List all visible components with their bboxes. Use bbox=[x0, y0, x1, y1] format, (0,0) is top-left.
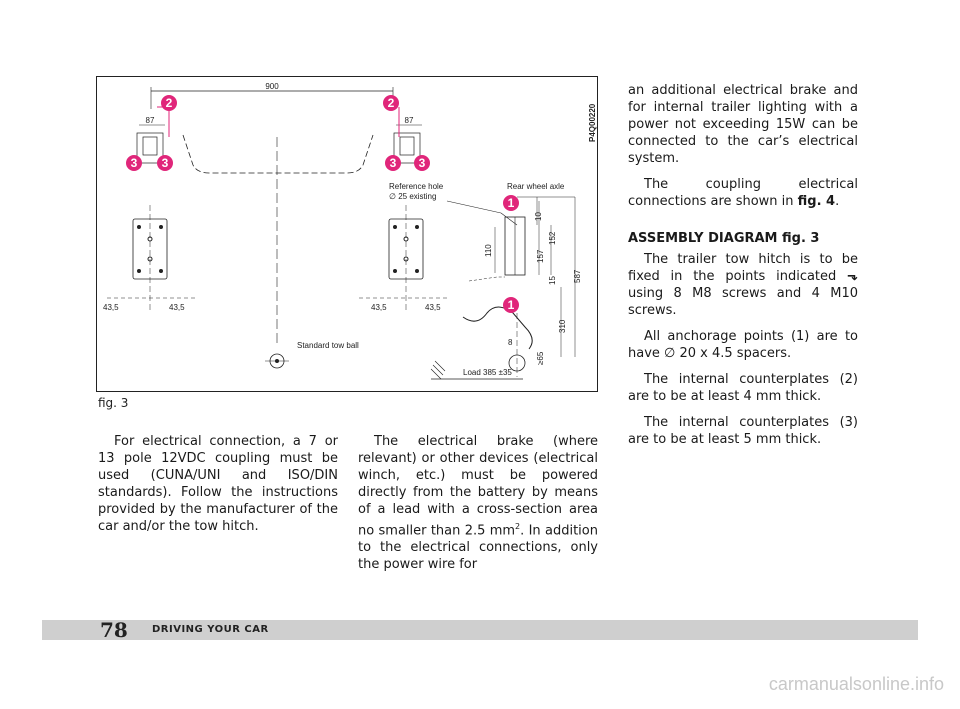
dim-110: 110 bbox=[484, 244, 493, 257]
paragraph: The internal counterplates (3) are to be at least 5 mm thick. bbox=[628, 415, 858, 447]
dim-43-5-a: 43,5 bbox=[103, 303, 119, 312]
dim-8: 8 bbox=[508, 338, 513, 347]
badge-3-b bbox=[157, 155, 173, 171]
paragraph: The trailer tow hitch is to be fixed in the points indicated ⬎ using 8 M8 screws and 4 M10 screws. bbox=[628, 252, 858, 318]
dim-65: ≥65 bbox=[536, 351, 545, 365]
section-heading: ASSEMBLY DIAGRAM fig. 3 bbox=[628, 231, 820, 246]
rear-axle-label: Rear wheel axle bbox=[507, 182, 565, 191]
dim-10: 10 bbox=[534, 212, 543, 221]
badge-1-top bbox=[503, 195, 519, 211]
page-footer bbox=[42, 620, 918, 640]
badge-3-c bbox=[385, 155, 401, 171]
paragraph: The coupling electrical connections are shown in fig. 4. bbox=[628, 177, 858, 209]
svg-text:3: 3 bbox=[418, 156, 426, 170]
badge-2-right bbox=[383, 95, 399, 111]
dim-15: 15 bbox=[548, 276, 557, 285]
dim-43-5-d: 43,5 bbox=[425, 303, 441, 312]
svg-text:P4Q00220: P4Q00220 bbox=[588, 103, 597, 142]
anchor-point-symbol: ⬎ bbox=[847, 269, 858, 284]
ref-hole-label-2: ∅ 25 existing bbox=[389, 192, 437, 201]
assembly-diagram bbox=[97, 77, 597, 391]
badge-3-a bbox=[126, 155, 142, 171]
paragraph: For electrical connection, a 7 or 13 pole 12VDC coupling must be used (CUNA/UNI and ISO/DIN standards). Follow the instructions provided by the manufacturer of the car and/or the tow hitch. bbox=[98, 434, 338, 534]
figure-caption: fig. 3 bbox=[98, 396, 129, 410]
badge-3-d bbox=[414, 155, 430, 171]
load-label: Load 385 ±35 bbox=[463, 368, 512, 377]
section-title: DRIVING YOUR CAR bbox=[152, 624, 269, 635]
ref-hole-label-1: Reference hole bbox=[389, 182, 444, 191]
dim-900: 900 bbox=[265, 82, 279, 91]
paragraph: an additional electrical brake and for internal trailer lighting with a power not exceeding 15W can be connected to the car’s electrical system. bbox=[628, 83, 858, 166]
fig-4-reference: fig. 4 bbox=[797, 194, 836, 209]
paragraph: The internal counterplates (2) are to be at least 4 mm thick. bbox=[628, 372, 858, 404]
svg-text:2: 2 bbox=[165, 96, 173, 110]
dim-157: 157 bbox=[536, 249, 545, 263]
paragraph: All anchorage points (1) are to have ∅ 20 x 4.5 spacers. bbox=[628, 329, 858, 361]
dim-43-5-b: 43,5 bbox=[169, 303, 185, 312]
watermark: carmanualsonline.info bbox=[768, 674, 944, 694]
page-number: 78 bbox=[100, 618, 128, 642]
dim-43-5-c: 43,5 bbox=[371, 303, 387, 312]
text-column-1 bbox=[98, 433, 338, 544]
svg-text:2: 2 bbox=[387, 96, 395, 110]
badge-2-left bbox=[161, 95, 177, 111]
svg-text:3: 3 bbox=[130, 156, 138, 170]
dim-310: 310 bbox=[558, 319, 567, 333]
assembly-diagram-figure bbox=[96, 76, 598, 392]
text-column-2 bbox=[358, 433, 598, 582]
figure-code bbox=[586, 82, 598, 142]
dim-87-left: 87 bbox=[145, 116, 155, 125]
dim-152: 152 bbox=[548, 231, 557, 245]
svg-text:3: 3 bbox=[161, 156, 169, 170]
badge-1-bottom bbox=[503, 297, 519, 313]
svg-text:1: 1 bbox=[507, 298, 515, 312]
paragraph: The electrical brake (where relevant) or other devices (electrical winch, etc.) must be powered directly from the battery by means of a lead with a cross-section area no smaller than 2.5 $mm^2$. In addition to the electrical connections, only the power wire for bbox=[358, 434, 598, 573]
text-column-3 bbox=[628, 82, 858, 457]
svg-text:3: 3 bbox=[389, 156, 397, 170]
svg-text:1: 1 bbox=[507, 196, 515, 210]
tow-ball-label: Standard tow ball bbox=[297, 341, 359, 350]
dim-87-right: 87 bbox=[404, 116, 414, 125]
dim-587: 587 bbox=[573, 269, 582, 283]
